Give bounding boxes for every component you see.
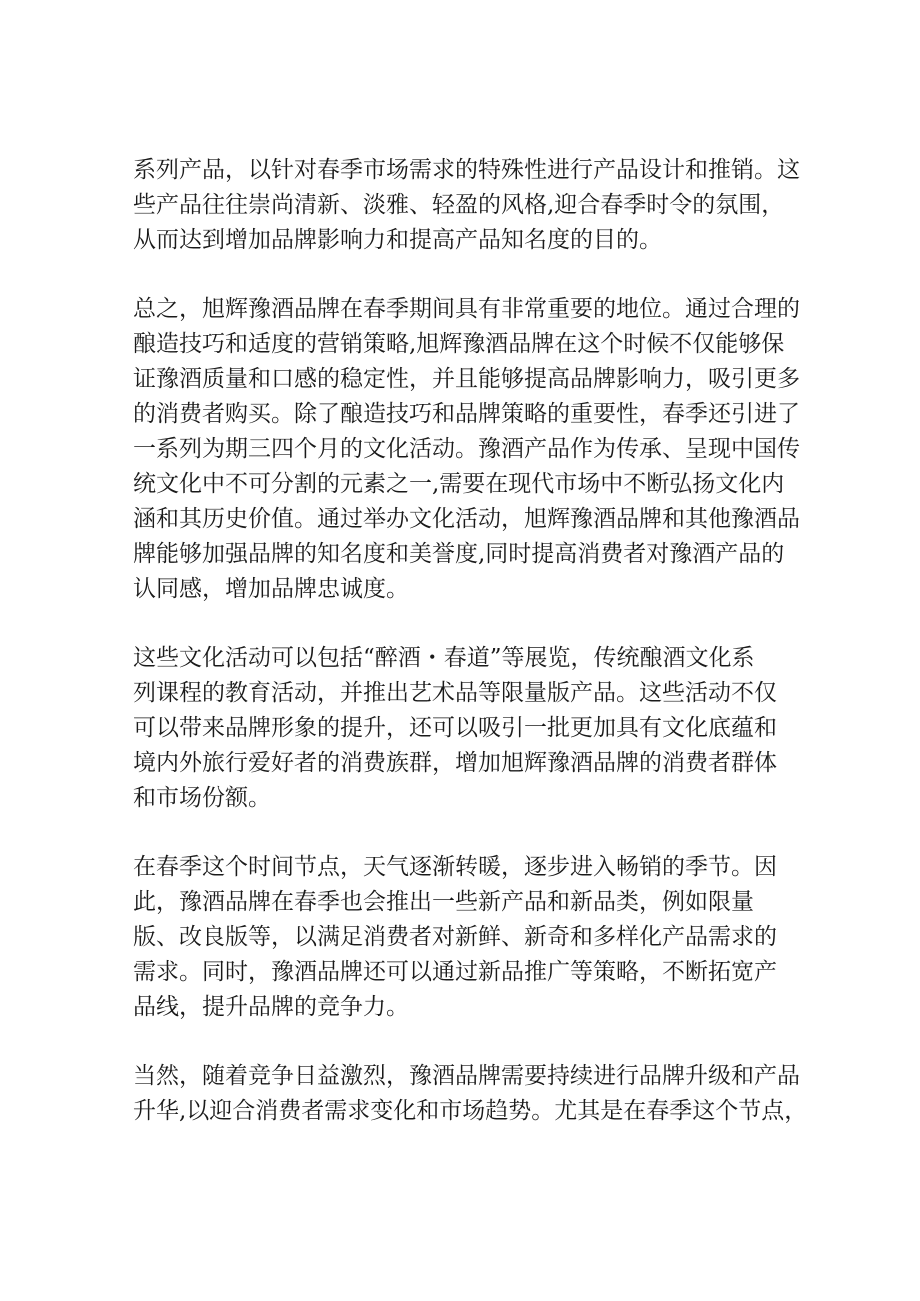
text-line: 和市场份额。: [133, 785, 271, 811]
text-line: 境内外旅行爱好者的消费族群，增加旭辉豫酒品牌的消费者群体: [133, 750, 777, 776]
text-line: 牌能够加强品牌的知名度和美誉度,同时提高消费者对豫酒产品的: [133, 541, 785, 567]
paragraph: [133, 850, 797, 1025]
paragraph: [133, 153, 800, 258]
paragraph: [133, 292, 800, 607]
text-line: 一系列为期三四个月的文化活动。豫酒产品作为传承、呈现中国传: [133, 436, 800, 462]
text-line: 升华,以迎合消费者需求变化和市场趋势。尤其是在春季这个节点，: [133, 1098, 808, 1124]
text-line: 从而达到增加品牌影响力和提高产品知名度的目的。: [133, 227, 662, 253]
text-line: 当然，随着竞争日益激烈，豫酒品牌需要持续进行品牌升级和产品: [133, 1063, 800, 1089]
text-line: 可以带来品牌形象的提升，还可以吸引一批更加具有文化底蕴和: [133, 715, 777, 741]
text-line: 总之，旭辉豫酒品牌在春季期间具有非常重要的地位。通过合理的: [133, 296, 800, 322]
text-line: 列课程的教育活动，并推出艺术品等限量版产品。这些活动不仅: [133, 680, 777, 706]
text-line: 证豫酒质量和口感的稳定性，并且能够提高品牌影响力，吸引更多: [133, 366, 800, 392]
text-line: 系列产品，以针对春季市场需求的特殊性进行产品设计和推销。这: [133, 157, 800, 183]
text-line: 需求。同时，豫酒品牌还可以通过新品推广等策略，不断拓宽产: [133, 959, 777, 985]
text-line: 涵和其历史价值。通过举办文化活动，旭辉豫酒品牌和其他豫酒品: [133, 506, 800, 532]
text-line: 的消费者购买。除了酿造技巧和品牌策略的重要性，春季还引进了: [133, 401, 800, 427]
document-body: [133, 153, 808, 1163]
paragraph: [133, 641, 797, 816]
text-line: 品线，提升品牌的竞争力。: [133, 994, 409, 1020]
text-line: 酿造技巧和适度的营销策略,旭辉豫酒品牌在这个时候不仅能够保: [133, 331, 785, 357]
text-line: 版、改良版等，以满足消费者对新鲜、新奇和多样化产品需求的: [133, 924, 777, 950]
paragraph: [133, 1059, 808, 1129]
text-line: 此，豫酒品牌在春季也会推出一些新产品和新品类，例如限量: [133, 889, 754, 915]
text-line: 这些文化活动可以包括“醉酒・春道”等展览，传统酿酒文化系: [133, 645, 755, 671]
text-line: 在春季这个时间节点，天气逐渐转暖，逐步进入畅销的季节。因: [133, 854, 777, 880]
text-line: 些产品往往崇尚清新、淡雅、轻盈的风格,迎合春季时令的氛围，: [133, 192, 785, 218]
text-line: 认同感，增加品牌忠诚度。: [133, 576, 409, 602]
text-line: 统文化中不可分割的元素之一,需要在现代市场中不断弘扬文化内: [133, 471, 785, 497]
